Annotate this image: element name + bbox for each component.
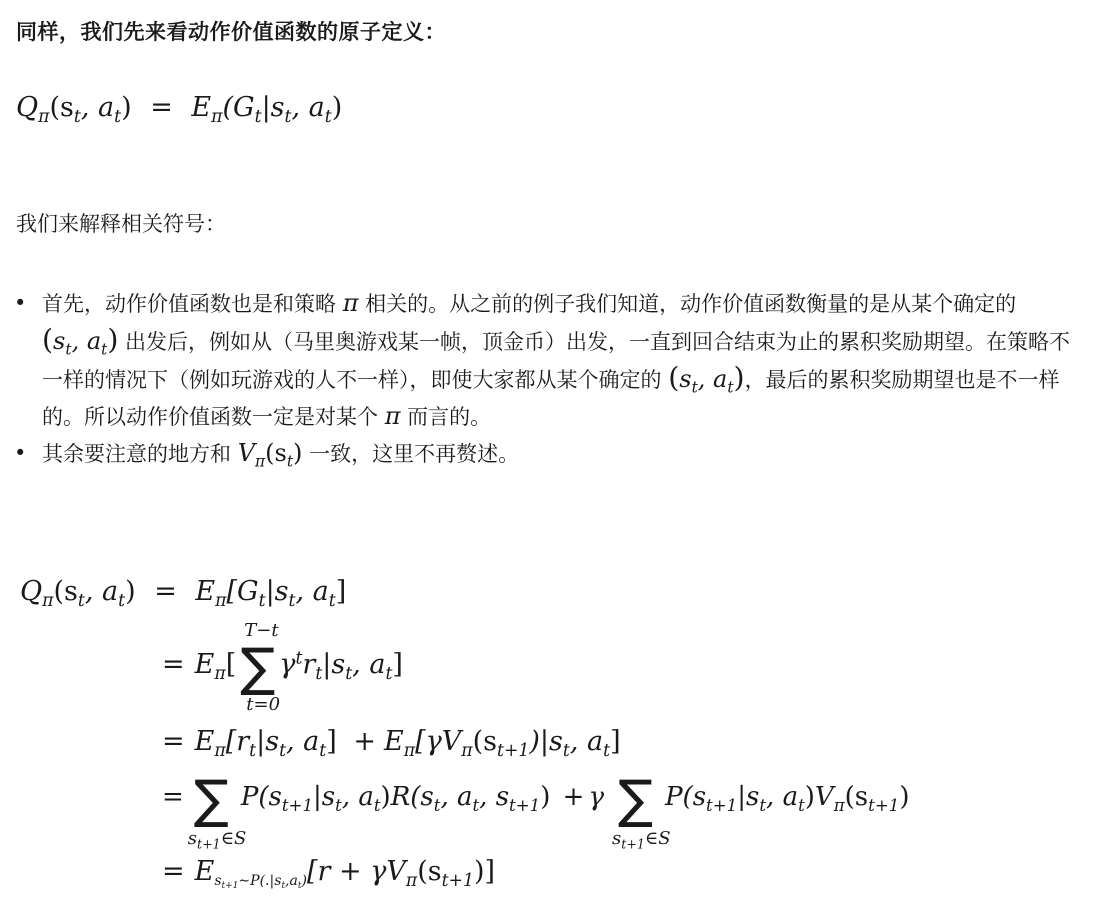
q-symbol: Q (16, 92, 39, 123)
bullet-dot: • (14, 441, 27, 465)
rhs-a-sub: t (324, 107, 332, 128)
derivation-line-2: = $E_\pi[\sum$ T−t t=0 $\gamma^tr_t|s_t$, $a_t$] (162, 620, 403, 715)
section-heading: 同样，我们先来看动作价值函数的原子定义： (16, 20, 446, 44)
derivation-line-5: = $E_{s_{t+1}\sim P(.|s_t,a_t)}[r + \gamma V_\pi(s_{t+1})]$ (162, 856, 496, 892)
q-subscript: π (38, 107, 50, 128)
lhs-close: ) (121, 92, 132, 123)
definition-equation (16, 92, 343, 128)
pi-symbol: π (384, 402, 401, 430)
bullet-text: 出发后，例如从（马里奥游戏某一帧，顶金币）出发，一直到回合结束为止的累积奖励期望。在策略不一样的情况下（例如玩游戏的人不一样），即使大家都从某个确定的 (42, 330, 1071, 392)
state-action-pair: ($s_t$, $a_t$) (42, 323, 119, 359)
lhs-a-sub: t (114, 107, 122, 128)
state-action-pair: ($s_t$, $a_t$) (668, 361, 745, 397)
lhs-s-sub: t (73, 107, 81, 128)
g-sub: t (254, 107, 262, 128)
rhs-mid: |s (261, 92, 285, 123)
sum-symbol: ∑ $s_{t+1}\in S$ (612, 770, 671, 852)
list-item (12, 285, 1087, 435)
e-subscript: π (211, 107, 223, 128)
equals-sign: = (150, 92, 173, 123)
bullet-dot: • (14, 291, 27, 315)
e-symbol: E (191, 92, 212, 123)
bullet-text: 首先，动作价值函数也是和策略 (42, 292, 343, 316)
derivation-line-3: = $E_\pi[r_t|s_t$, $a_t] + E_\pi[\gamma V_\pi(s_{t+1})|s_t$, $a_t$] (162, 726, 621, 762)
lhs-open: (s (49, 92, 74, 123)
rhs-open: (G (222, 92, 255, 123)
rhs-s-sub: t (284, 107, 292, 128)
rhs-a: , a (291, 92, 325, 123)
sum-symbol: ∑ $s_{t+1}\in S$ (187, 770, 247, 852)
bullet-text: 一致，这里不再赘述。 (302, 442, 520, 466)
bullet-text: 而言的。 (400, 405, 492, 429)
bullet-text: 相关的。从之前的例子我们知道，动作价值函数衡量的是从某个确定的 (358, 292, 1017, 316)
sum-symbol: ∑ T−t t=0 (240, 620, 281, 715)
derivation-line-4: = ∑ $s_{t+1}\in S$ $P(s_{t+1}|s_t$, $a_t)R(s_t$, $a_t$, $s_{t+1}) + \gamma$ ∑ $s_{t+1}\in S$ $P(s_{t+1}|s_t$, $a_t)V_\pi(s_{t+1})$ (162, 770, 910, 852)
bullet-text: 其余要注意的地方和 (42, 442, 238, 466)
explain-intro: 我们来解释相关符号： (16, 212, 226, 236)
bullet-list (12, 285, 1087, 472)
v-function: $V_\pi(s_t)$ (237, 439, 303, 471)
lhs-a: , a (80, 92, 115, 123)
list-item (12, 435, 1087, 472)
derivation-line-1: $Q_\pi(s_t$, $a_t) = E_\pi[G_t|s_t$, $a_t$] (20, 576, 347, 612)
bullet-text: ，最后的累积奖励期望也是不一样的。所以动作价值函数一定是对某个 (42, 368, 1060, 429)
rhs-close: ) (331, 92, 343, 123)
pi-symbol: π (342, 289, 359, 317)
derivation-block (20, 576, 1095, 896)
